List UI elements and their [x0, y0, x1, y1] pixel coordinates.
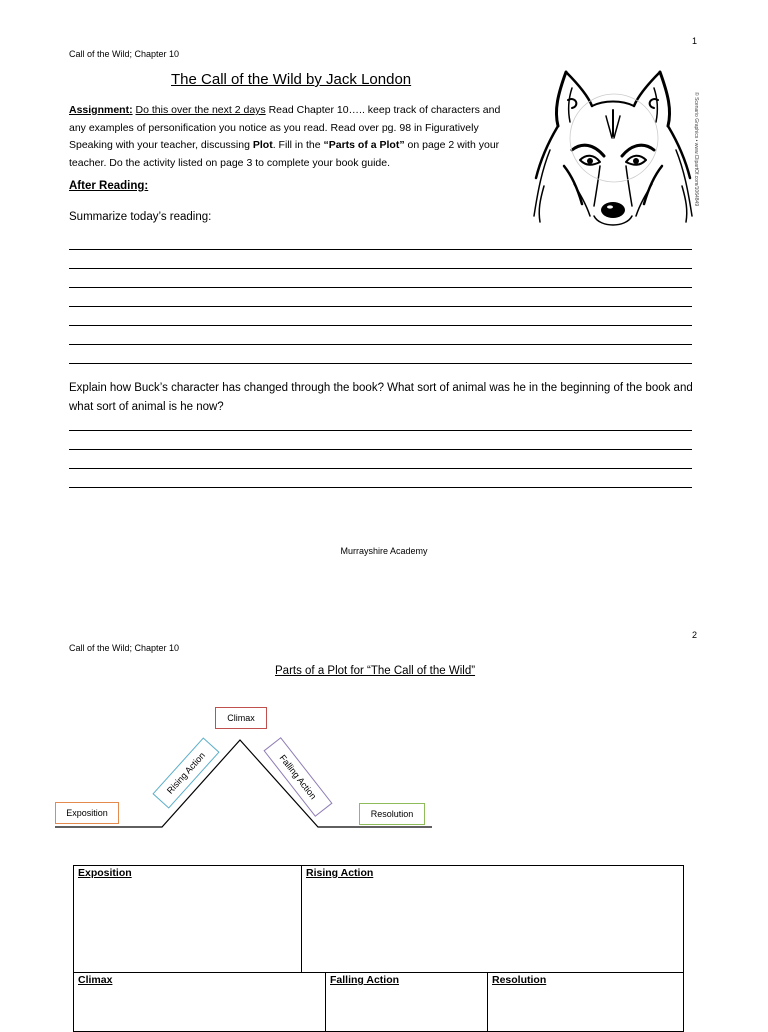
table-cell-rising-action[interactable]	[301, 865, 684, 973]
plot-title: Parts of a Plot for “The Call of the Wild”	[275, 665, 476, 677]
answer-line[interactable]	[69, 249, 692, 250]
table-label-exposition: Exposition	[78, 867, 132, 879]
table-cell-falling-action[interactable]	[325, 972, 488, 1032]
answer-line[interactable]	[69, 306, 692, 307]
table-cell-resolution[interactable]	[487, 972, 684, 1032]
exposition-box	[55, 802, 119, 824]
falling-action-label: Falling Action	[277, 752, 319, 802]
assignment-paragraph	[69, 102, 509, 172]
answer-line[interactable]	[69, 449, 692, 450]
answer-line[interactable]	[69, 468, 692, 469]
answer-line[interactable]	[69, 430, 692, 431]
table-label-falling-action: Falling Action	[330, 974, 400, 986]
character-question: Explain how Buck’s character has changed through the book? What sort of animal was he in the beginning of the book and what sort of animal is he now?	[69, 382, 693, 413]
page-header: Call of the Wild; Chapter 10	[69, 643, 180, 653]
page-footer: Murrayshire Academy	[340, 546, 428, 556]
climax-box	[215, 707, 267, 729]
climax-label: Climax	[227, 713, 255, 723]
page-number: 1	[692, 36, 698, 46]
assignment-text-3: on page 2 with your teacher. Do the activity listed on page 3 to complete your book guide.	[69, 139, 500, 169]
assignment-text-1: Read Chapter 10….. keep track of characters and any examples of personification you notice as you read. Read over pg. 98 in Figuratively Speaking with your teacher, discussing	[69, 104, 501, 151]
resolution-box	[359, 803, 425, 825]
table-cell-climax[interactable]	[73, 972, 326, 1032]
answer-line[interactable]	[69, 287, 692, 288]
image-credit: © Scenario Graphics • www.ClipartOf.com/1064849	[693, 92, 699, 207]
assignment-text-2: . Fill in the	[272, 139, 324, 151]
assignment-label: Assignment:	[69, 104, 133, 116]
wolf-illustration	[528, 66, 700, 234]
page-header: Call of the Wild; Chapter 10	[69, 49, 180, 59]
answer-line[interactable]	[69, 363, 692, 364]
table-label-climax: Climax	[78, 974, 113, 986]
table-label-resolution: Resolution	[492, 974, 547, 986]
assignment-plot: Plot	[252, 139, 273, 151]
rising-action-label: Rising Action	[164, 750, 208, 796]
answer-line[interactable]	[69, 487, 692, 488]
answer-line[interactable]	[69, 268, 692, 269]
answer-line[interactable]	[69, 344, 692, 345]
page-number: 2	[692, 630, 698, 640]
assignment-parts-of-plot: “Parts of a Plot”	[323, 139, 405, 151]
summarize-prompt: Summarize today’s reading:	[69, 211, 212, 223]
table-cell-exposition[interactable]	[73, 865, 302, 973]
exposition-label: Exposition	[66, 808, 108, 818]
assignment-duration: Do this over the next 2 days	[135, 104, 266, 116]
answer-line[interactable]	[69, 325, 692, 326]
after-reading-heading: After Reading:	[69, 180, 149, 192]
resolution-label: Resolution	[370, 809, 414, 819]
table-label-rising-action: Rising Action	[306, 867, 374, 879]
page-title: The Call of the Wild by Jack London	[171, 71, 412, 88]
